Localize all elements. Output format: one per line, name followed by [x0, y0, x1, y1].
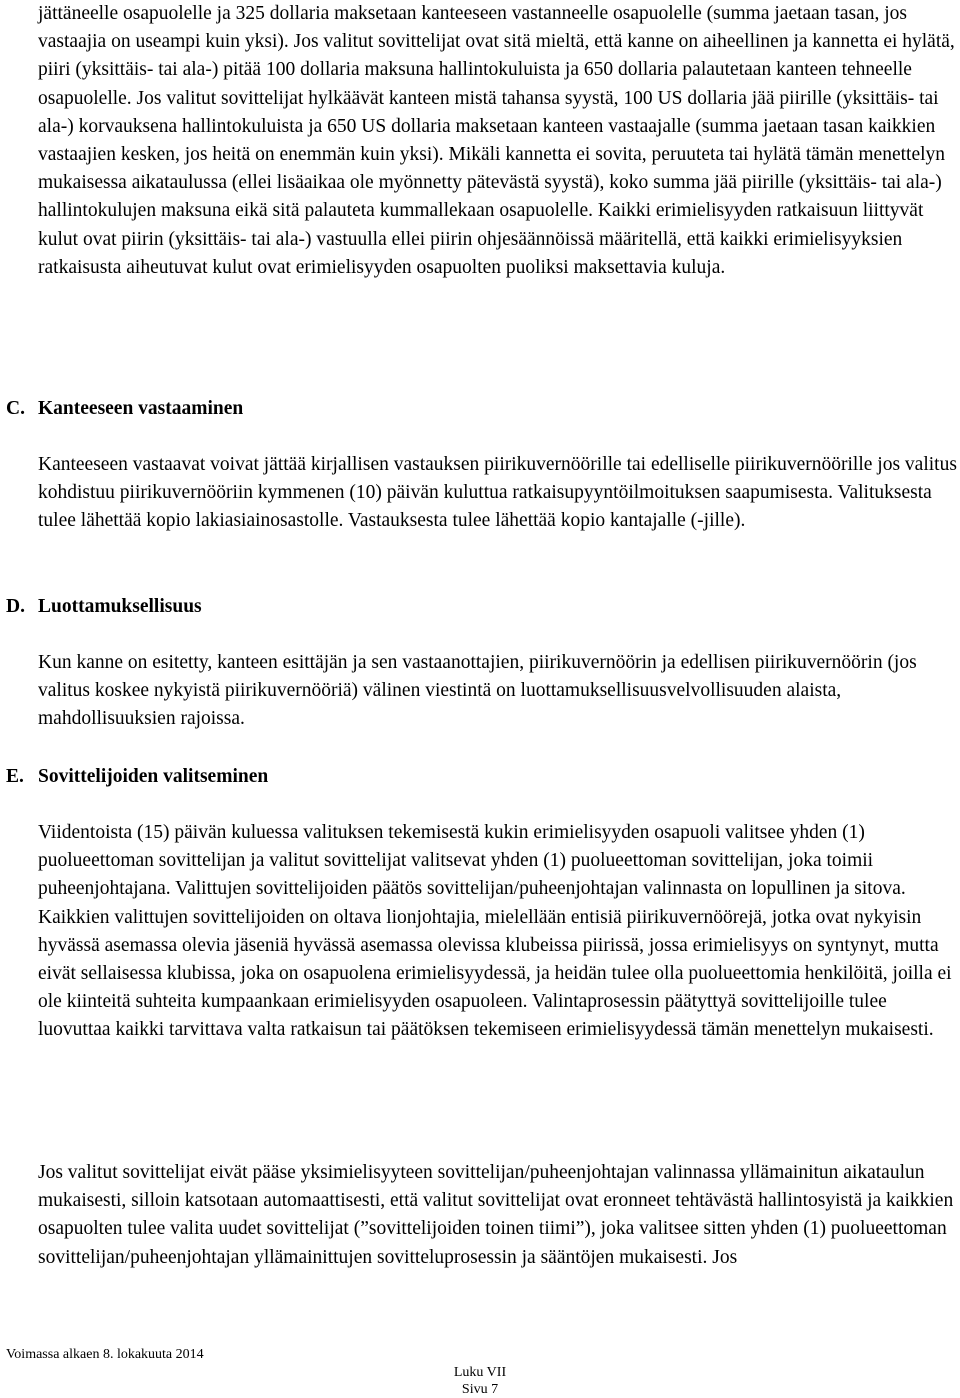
section-letter: D. — [6, 596, 25, 617]
section-letter: C. — [6, 398, 25, 419]
paragraph-confidentiality: Kun kanne on esitetty, kanteen esittäjän ja sen vastaanottajien, piirikuvernöörin ja edellisen piirikuvernöörin (jos valitus koskee nykyistä piirikuvernööriä) välinen viestintä on luottamuksellisuusvelvollisuuden alaista, mahdollisuuksien rajoissa. — [38, 652, 917, 730]
section-letter: E. — [6, 766, 24, 787]
section-title: Luottamuksellisuus — [38, 596, 202, 617]
footer-effective-date: Voimassa alkaen 8. lokakuuta 2014 — [6, 1347, 204, 1362]
footer-page-number: Sivu 7 — [461, 1382, 499, 1397]
paragraph-response: Kanteeseen vastaavat voivat jättää kirjallisen vastauksen piirikuvernöörille tai edelliselle piirikuvernöörille jos valitus kohdistuu piirikuvernööriin kymmenen (10) päivän kuluttua ratkaisupyyntöilmoituksen saapumisesta. Valituksesta tulee lähettää kopio lakiasiainosastolle. Vastauksesta tulee lähettää kopio kantajalle (-jille). — [38, 454, 957, 532]
footer-chapter: Luku VII — [453, 1365, 507, 1380]
section-title: Kanteeseen vastaaminen — [38, 398, 244, 419]
paragraph-no-agreement: Jos valitut sovittelijat eivät pääse yksimielisyyteen sovittelijan/puheenjohtajan valinnassa yllämainitun aikataulun mukaisesti, silloin katsotaan automaattisesti, että valitut sovittelijat ovat eronneet tehtävästä hallintosyistä ja kaikkien osapuolten tulee valita uudet sovittelijat (”sovittelijoiden toinen tiimi”), joka valitsee sitten yhden (1) puolueettoman sovittelijan/puheenjohtajan yllämainittujen sovitteluprosessin ja sääntöjen mukaisesti. Jos — [38, 1162, 954, 1268]
section-title: Sovittelijoiden valitseminen — [38, 766, 269, 787]
paragraph-selection: Viidentoista (15) päivän kuluessa valituksen tekemisestä kukin erimielisyyden osapuoli valitsee yhden (1) puolueettoman sovittelijan ja valitut sovittelijat valitsevat yhden (1) puolueettoman sovittelijan, joka toimii puheenjohtajana. Valittujen sovittelijoiden päätös sovittelijan/puheenjohtajan valinnasta on lopullinen ja sitova. Kaikkien valittujen sovittelijoiden on oltava lionjohtajia, mielellään entisiä piirikuvernöörejä, jotka ovat nykyisin hyvässä asemassa olevia jäseniä hyvässä asemassa olevissa klubeissa piirissä, jossa erimielisyys on syntynyt, mutta eivät sellaisessa klubissa, joka on osapuolena erimielisyydessä, ja heidän tulee olla puolueettomia henkilöitä, joilla ei ole kiinteitä suhteita kumpaankaan erimielisyyden osapuoleen. Valintaprosessin päätyttyä sovittelijoille tulee luovuttaa kaikki tarvittava valta ratkaisun tai päätöksen tekemiseen erimielisyydessä tämän menettelyn mukaisesti. — [38, 822, 952, 1041]
paragraph-fees: jättäneelle osapuolelle ja 325 dollaria maksetaan kanteeseen vastanneelle osapuolelle (summa jaetaan tasan, jos vastaajia on useampi kuin yksi). Jos valitut sovittelijat ovat sitä mieltä, että kanne on aiheellinen ja kannetta ei hylätä, piiri (yksittäis- tai ala-) pitää 100 dollaria maksuna hallintokuluista ja 650 dollaria palautetaan kanteen tehneelle osapuolelle. Jos valitut sovittelijat hylkäävät kanteen mistä tahansa syystä, 100 US dollaria jää piirille (yksittäis- tai ala-) korvauksena hallintokuluista ja 650 US dollaria maksetaan kanteen vastaajalle (summa jaetaan tasan kaikkien vastaajien kesken, jos heitä on enemmän kuin yksi). Mikäli kannetta ei sovita, peruuteta tai hylätä tämän menettelyn mukaisessa aikataulussa (ellei lisäaikaa ole myönnetty pätevästä syystä), koko summa jää piirille (yksittäis- tai ala-) hallintokulujen maksuna eikä sitä palauteta kummallekaan osapuolelle. Kaikki erimielisyyden ratkaisuun liittyvät kulut ovat piirin (yksittäis- tai ala-) vastuulla ellei piirin ohjesäännöissä määritellä, että kaikki erimielisyyksien ratkaisusta aiheutuvat kulut ovat erimielisyyden osapuolten puoliksi maksettavia kuluja. — [38, 3, 955, 278]
